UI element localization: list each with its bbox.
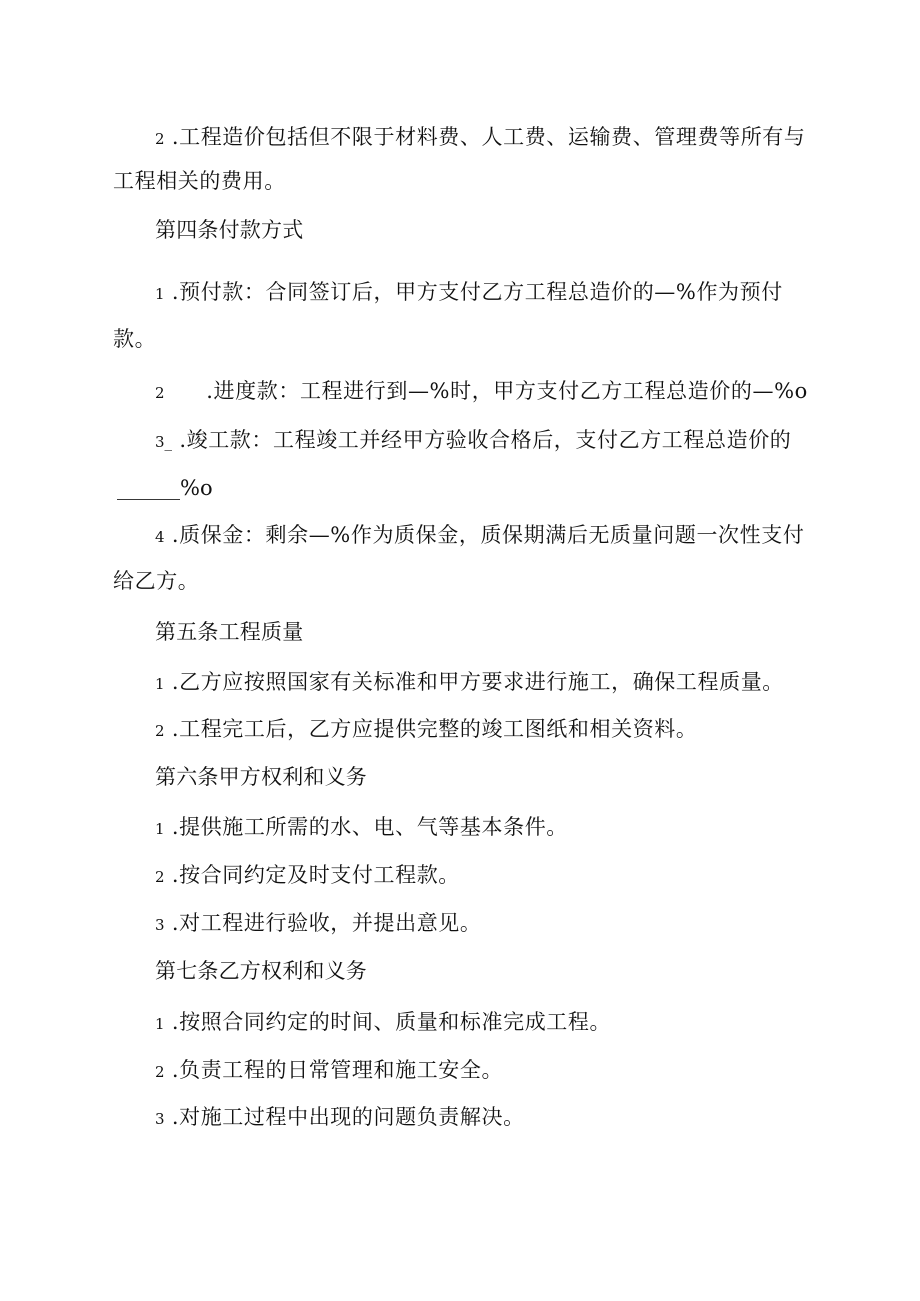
item-number: 2	[155, 130, 165, 148]
item-text: .竣工款：工程竣工并经甲方验收合格后，支付乙方工程总造价的	[179, 428, 792, 452]
paragraph-line	[113, 566, 199, 596]
item-text: .预付款：合同签订后，甲方支付乙方工程总造价的—%作为预付	[171, 280, 783, 304]
section-heading: 第六条甲方权利和义务	[155, 765, 367, 789]
paragraph-line	[155, 425, 791, 457]
item-number: 1	[155, 1015, 165, 1033]
item-number: 2	[155, 868, 165, 886]
paragraph-line	[155, 277, 783, 309]
item-text: 款。	[113, 327, 157, 351]
blank-percentage: ______%o	[117, 476, 213, 500]
item-number: 3	[155, 1110, 165, 1128]
item-text: .按照合同约定的时间、质量和标准完成工程。	[171, 1010, 612, 1034]
paragraph-line	[155, 860, 460, 892]
item-text: .进度款：工程进行到—%时，甲方支付乙方工程总造价的—%o	[206, 379, 808, 403]
item-text: .按合同约定及时支付工程款。	[171, 863, 460, 887]
section-heading: 第七条乙方权利和义务	[155, 959, 367, 983]
item-text: .质保金：剩余—%作为质保金，质保期满后无质量问题一次性支付	[171, 523, 805, 547]
item-text: .工程造价包括但不限于材料费、人工费、运输费、管理费等所有与	[171, 125, 806, 149]
section-heading: 第四条付款方式	[155, 218, 304, 242]
paragraph-line	[155, 667, 784, 699]
item-text: .对工程进行验收，并提出意见。	[171, 911, 482, 935]
item-number: 2	[155, 1063, 165, 1081]
paragraph-line	[155, 520, 804, 552]
item-text: .工程完工后，乙方应提供完整的竣工图纸和相关资料。	[171, 717, 698, 741]
paragraph-line	[155, 122, 806, 154]
item-number: 2	[155, 722, 165, 740]
paragraph-line	[117, 473, 213, 503]
section-heading: 第五条工程质量	[155, 620, 304, 644]
paragraph-line	[113, 166, 286, 196]
item-text: 工程相关的费用。	[113, 169, 286, 193]
item-number: 1	[155, 285, 165, 303]
paragraph-line	[155, 812, 568, 844]
paragraph-line	[155, 1102, 525, 1134]
paragraph-line	[155, 1007, 611, 1039]
item-number: 2	[155, 384, 165, 402]
item-text: .对施工过程中出现的问题负责解决。	[171, 1105, 525, 1129]
item-number: 3_	[155, 433, 173, 451]
paragraph-line	[113, 324, 156, 354]
paragraph-line	[155, 1055, 503, 1087]
paragraph-line	[155, 376, 808, 408]
item-number: 1	[155, 820, 165, 838]
item-text: .乙方应按照国家有关标准和甲方要求进行施工，确保工程质量。	[171, 670, 784, 694]
item-number: 3	[155, 916, 165, 934]
item-number: 1	[155, 675, 165, 693]
paragraph-line	[155, 908, 482, 940]
item-number: 4	[155, 528, 165, 546]
item-text: .提供施工所需的水、电、气等基本条件。	[171, 815, 568, 839]
item-text: .负责工程的日常管理和施工安全。	[171, 1058, 504, 1082]
paragraph-line	[155, 714, 698, 746]
item-text: 给乙方。	[113, 569, 200, 593]
